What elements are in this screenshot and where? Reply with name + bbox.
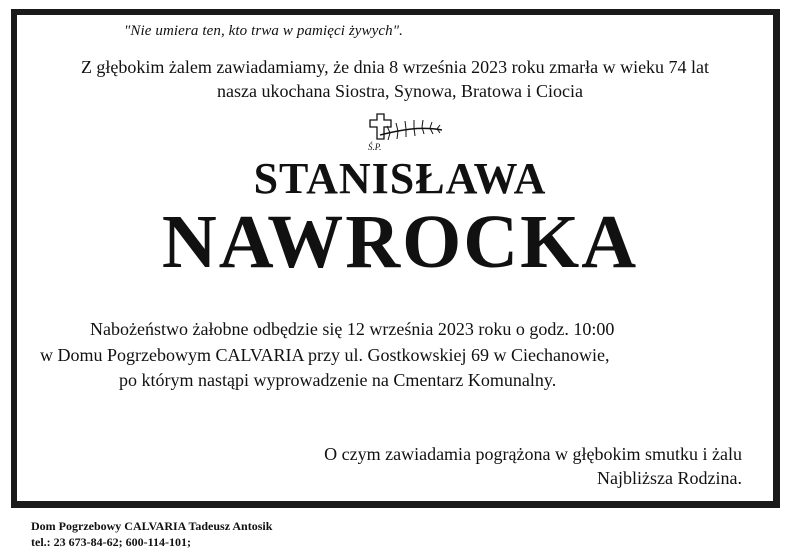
funeral-home-phones: tel.: 23 673-84-62; 600-114-101; — [31, 535, 191, 549]
service-line-3: po którym nastąpi wyprowadzenie na Cmentarz Komunalny. — [119, 370, 557, 390]
service-line-1: Nabożeństwo żałobne odbędzie się 12 września 2023 roku o godz. 10:00 — [90, 319, 615, 339]
funeral-home-name: Dom Pogrzebowy CALVARIA Tadeusz Antosik — [31, 519, 273, 533]
deceased-first-name: STANISŁAWA — [253, 154, 547, 203]
deceased-last-name: NAWROCKA — [161, 200, 639, 284]
intro-line-2: nasza ukochana Siostra, Synowa, Bratowa i Ciocia — [217, 81, 583, 101]
emblem-label: Ś.P. — [368, 142, 382, 152]
cross-with-palm-branch-icon — [350, 110, 450, 152]
closing-line-2: Najbliższa Rodzina. — [597, 468, 742, 488]
motto: "Nie umiera ten, kto trwa w pamięci żywych". — [124, 23, 404, 39]
service-line-2: w Domu Pogrzebowym CALVARIA przy ul. Gostkowskiej 69 w Ciechanowie, — [40, 345, 610, 365]
intro-line-1: Z głębokim żalem zawiadamiamy, że dnia 8 września 2023 roku zmarła w wieku 74 lat — [80, 57, 710, 77]
closing-line-1: O czym zawiadamia pogrążona w głębokim smutku i żalu — [324, 444, 742, 464]
